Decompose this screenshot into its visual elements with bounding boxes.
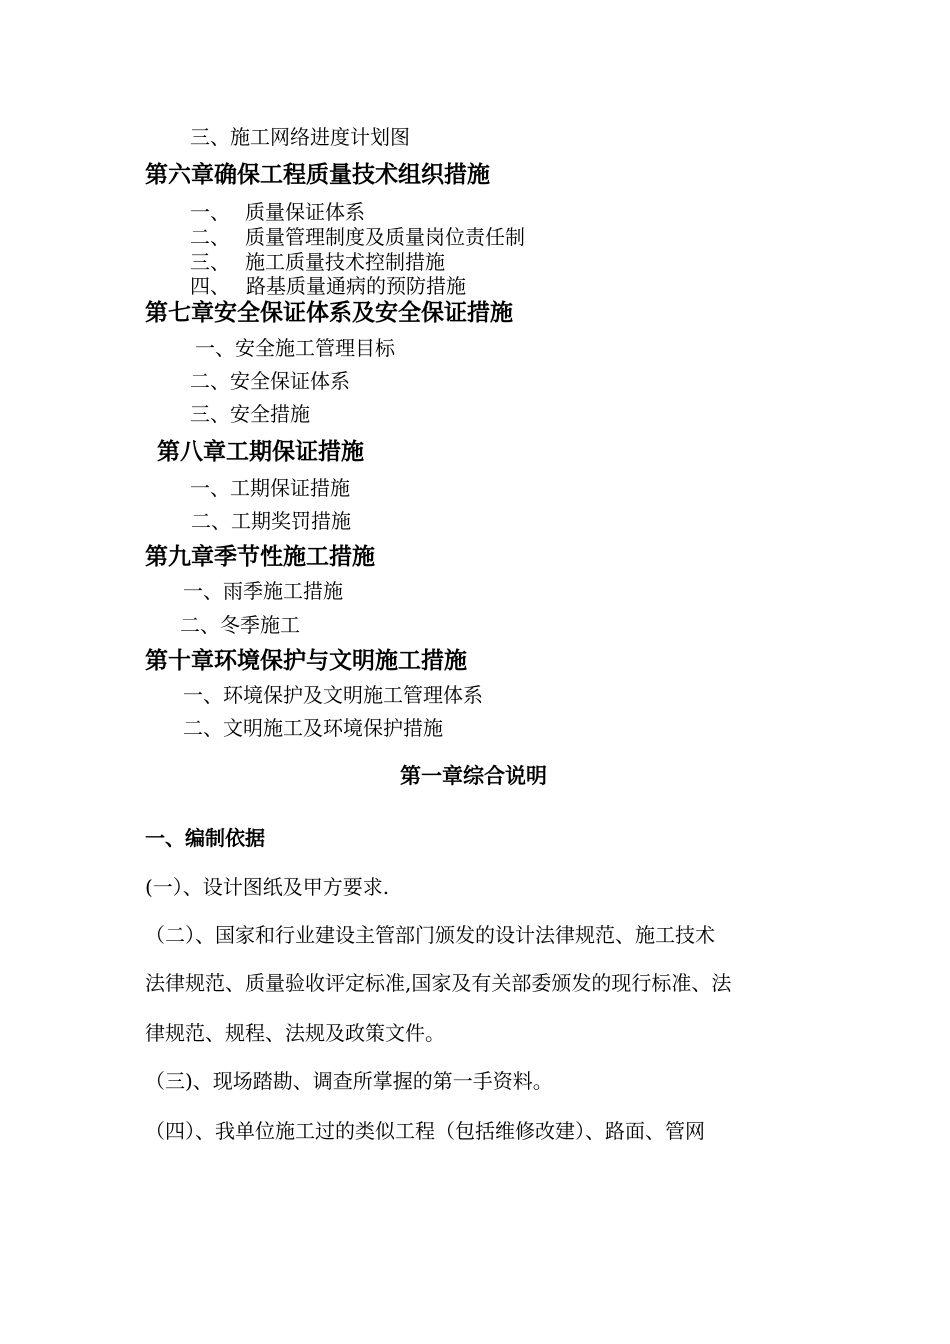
toc-item: 一、工期保证措施: [190, 476, 350, 500]
paragraph-line: 律规范、规程、法规及政策文件。: [145, 1021, 445, 1045]
toc-item: 二、安全保证体系: [190, 369, 350, 393]
paragraph-line: (一）、设计图纸及甲方要求.: [145, 875, 390, 899]
toc-item-text: 路基质量通病的预防措施: [246, 274, 466, 298]
toc-item: 二、工期奖罚措施: [191, 509, 351, 533]
toc-item-number: 一、: [190, 200, 230, 224]
toc-chapter-7-title: 第七章安全保证体系及安全保证措施: [145, 299, 513, 326]
toc-chapter-9-title: 第九章季节性施工措施: [145, 543, 375, 570]
toc-item: [190, 252, 445, 272]
toc-item-number: 四、: [190, 274, 230, 298]
toc-item: [190, 227, 525, 247]
chapter-title: 第一章综合说明: [400, 763, 547, 788]
toc-item-number: 三、: [190, 250, 230, 274]
paragraph-line: 法律规范、质量验收评定标准,国家及有关部委颁发的现行标准、法: [145, 971, 732, 995]
toc-item: 三、安全措施: [190, 402, 310, 426]
toc-chapter-10-title: 第十章环境保护与文明施工措施: [145, 647, 467, 674]
section-title: 一、编制依据: [145, 826, 265, 850]
toc-item: 一、环境保护及文明施工管理体系: [183, 683, 483, 707]
toc-item-number: 二、: [190, 225, 230, 249]
toc-item: [190, 276, 466, 296]
toc-item: 二、冬季施工: [180, 613, 300, 637]
toc-item: [190, 202, 365, 222]
toc-item: 一、安全施工管理目标: [195, 336, 395, 360]
toc-item-text: 施工质量技术控制措施: [245, 250, 445, 274]
toc-item: 一、雨季施工措施: [183, 579, 343, 603]
toc-item: 二、文明施工及环境保护措施: [183, 716, 443, 740]
toc-chapter-8-title: 第八章工期保证措施: [157, 438, 364, 465]
toc-item: 三、施工网络进度计划图: [190, 125, 410, 149]
paragraph-line: （二）、国家和行业建设主管部门颁发的设计法律规范、施工技术: [145, 923, 715, 947]
toc-item-text: 质量保证体系: [245, 200, 365, 224]
toc-item-text: 质量管理制度及质量岗位责任制: [245, 225, 525, 249]
paragraph-line: （三)、现场踏勘、调查所掌握的第一手资料。: [145, 1069, 553, 1093]
toc-chapter-6-title: 第六章确保工程质量技术组织措施: [145, 161, 490, 188]
paragraph-line: （四）、我单位施工过的类似工程（包括维修改建）、路面、管网: [145, 1119, 705, 1143]
